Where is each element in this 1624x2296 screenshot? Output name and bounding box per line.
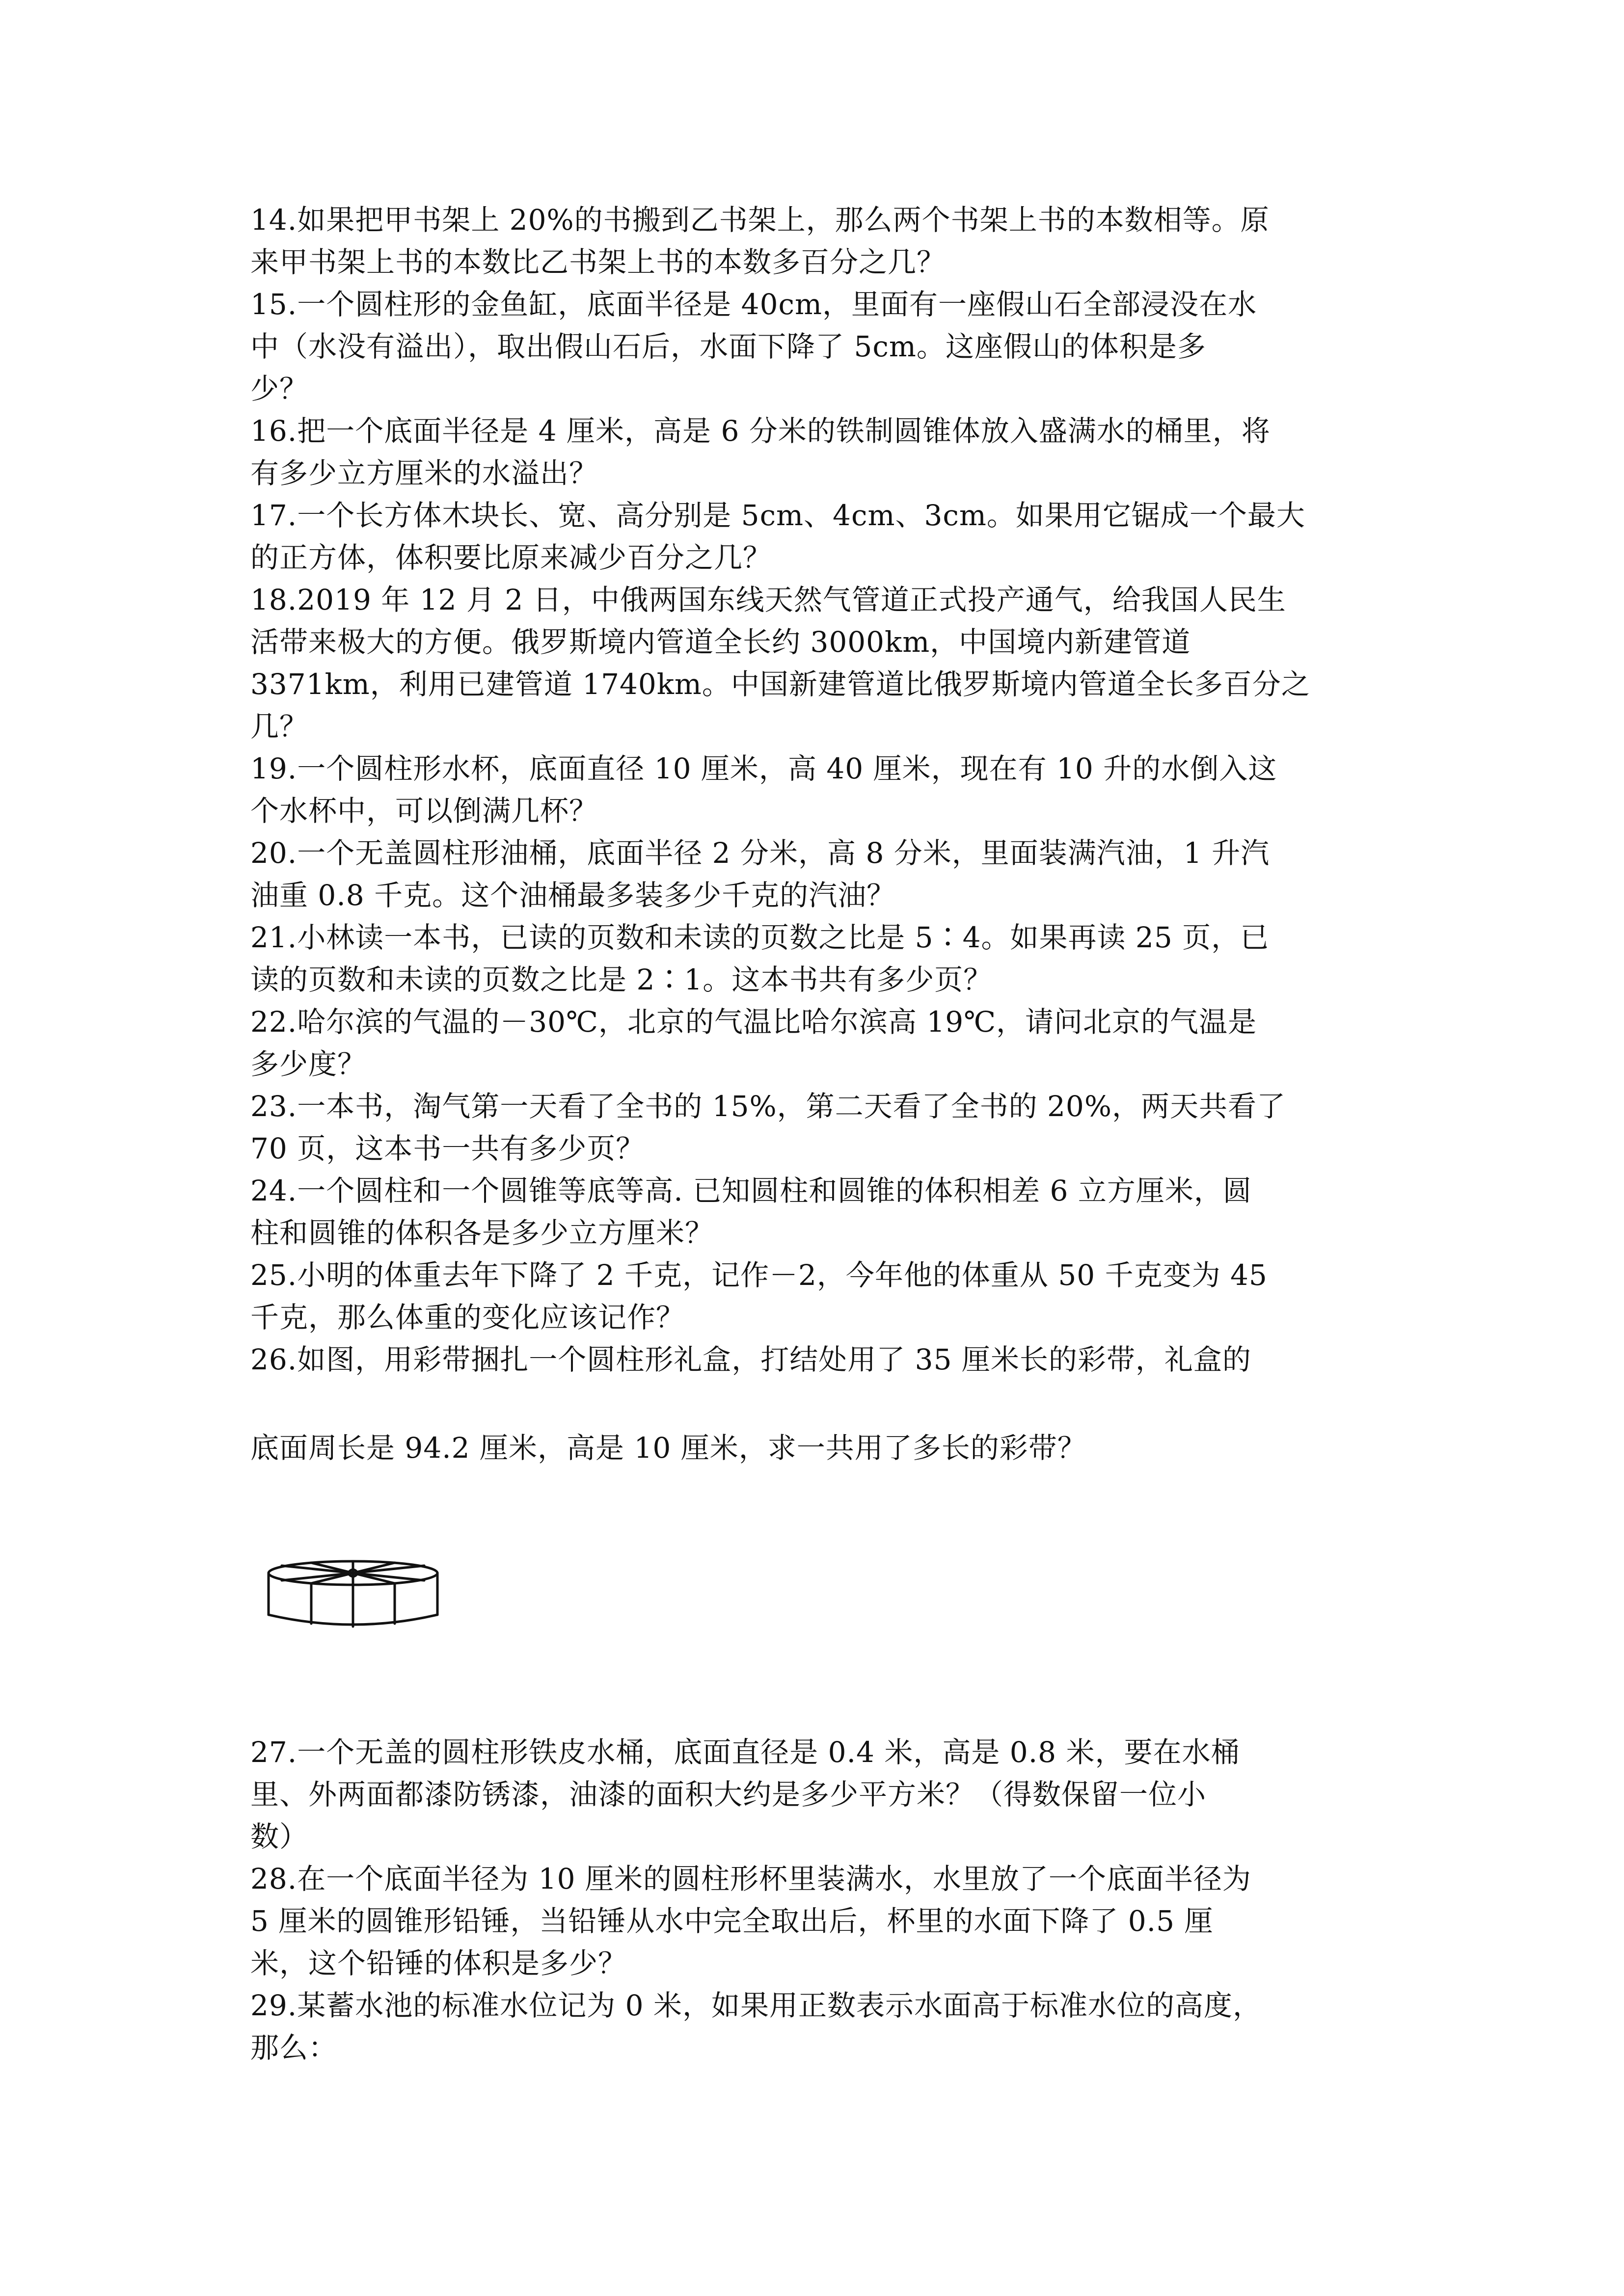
question-24-line-1: 24.一个圆柱和一个圆锥等底等高. 已知圆柱和圆锥的体积相差 6 立方厘米，圆 xyxy=(250,1174,1252,1207)
question-18-line-1: 18.2019 年 12 月 2 日，中俄两国东线天然气管道正式投产通气，给我国人民生 xyxy=(250,583,1286,616)
question-20-line-1: 20.一个无盖圆柱形油桶，底面半径 2 分米，高 8 分米，里面装满汽油，1 升汽 xyxy=(250,836,1270,870)
question-23-line-2: 70 页，这本书一共有多少页？ xyxy=(250,1132,645,1165)
cylinder-gift-box-figure xyxy=(262,1546,444,1634)
question-19-line-2: 个水杯中，可以倒满几杯？ xyxy=(250,794,598,828)
question-23-line-1: 23.一本书，淘气第一天看了全书的 15%，第二天看了全书的 20%，两天共看了 xyxy=(250,1090,1286,1123)
question-14-line-1: 14.如果把甲书架上 20%的书搬到乙书架上，那么两个书架上书的本数相等。原 xyxy=(250,203,1270,237)
question-29-line-2: 那么： xyxy=(250,2031,338,2064)
question-25-line-2: 千克，那么体重的变化应该记作？ xyxy=(250,1301,685,1334)
question-18-line-4: 几？ xyxy=(250,710,309,743)
question-22-line-2: 多少度？ xyxy=(250,1047,367,1081)
question-18-line-2: 活带来极大的方便。俄罗斯境内管道全长约 3000km，中国境内新建管道 xyxy=(250,625,1191,659)
question-27-line-2: 里、外两面都漆防锈漆，油漆的面积大约是多少平方米？（得数保留一位小 xyxy=(250,1778,1207,1811)
question-26-line-1: 26.如图，用彩带捆扎一个圆柱形礼盒，打结处用了 35 厘米长的彩带，礼盒的 xyxy=(250,1343,1251,1376)
question-17-line-2: 的正方体，体积要比原来减少百分之几？ xyxy=(250,541,772,574)
question-27-line-3: 数） xyxy=(250,1820,309,1853)
question-27-line-1: 27.一个无盖的圆柱形铁皮水桶，底面直径是 0.4 米，高是 0.8 米，要在水桶 xyxy=(250,1735,1240,1769)
question-28-line-2: 5 厘米的圆锥形铅锤，当铅锤从水中完全取出后，杯里的水面下降了 0.5 厘 xyxy=(250,1904,1214,1938)
question-25-line-1: 25.小明的体重去年下降了 2 千克，记作－2，今年他的体重从 50 千克变为 45 xyxy=(250,1258,1268,1292)
question-21-line-1: 21.小林读一本书，已读的页数和未读的页数之比是 5∶4。如果再读 25 页，已 xyxy=(250,921,1270,954)
question-16-line-1: 16.把一个底面半径是 4 厘米，高是 6 分米的铁制圆锥体放入盛满水的桶里，将 xyxy=(250,414,1271,448)
question-24-line-2: 柱和圆锥的体积各是多少立方厘米？ xyxy=(250,1216,714,1250)
question-20-line-2: 油重 0.8 千克。这个油桶最多装多少千克的汽油？ xyxy=(250,879,896,912)
question-14-line-2: 来甲书架上书的本数比乙书架上书的本数多百分之几？ xyxy=(250,245,946,279)
question-19-line-1: 19.一个圆柱形水杯，底面直径 10 厘米，高 40 厘米，现在有 10 升的水倒入这 xyxy=(250,752,1277,785)
question-21-line-2: 读的页数和未读的页数之比是 2∶1。这本书共有多少页？ xyxy=(250,963,993,996)
question-29-line-1: 29.某蓄水池的标准水位记为 0 米，如果用正数表示水面高于标准水位的高度， xyxy=(250,1989,1262,2022)
question-26-line-2: 底面周长是 94.2 厘米，高是 10 厘米，求一共用了多长的彩带？ xyxy=(250,1431,1086,1465)
question-22-line-1: 22.哈尔滨的气温的－30℃，北京的气温比哈尔滨高 19℃，请问北京的气温是 xyxy=(250,1005,1257,1039)
question-16-line-2: 有多少立方厘米的水溢出？ xyxy=(250,456,598,490)
question-15-line-1: 15.一个圆柱形的金鱼缸，底面半径是 40cm，里面有一座假山石全部浸没在水 xyxy=(250,288,1257,321)
question-18-line-3: 3371km，利用已建管道 1740km。中国新建管道比俄罗斯境内管道全长多百分之 xyxy=(250,667,1310,701)
question-15-line-2: 中（水没有溢出），取出假山石后，水面下降了 5cm。这座假山的体积是多 xyxy=(250,330,1206,363)
question-28-line-3: 米，这个铅锤的体积是多少？ xyxy=(250,1947,627,1980)
question-17-line-1: 17.一个长方体木块长、宽、高分别是 5cm、4cm、3cm。如果用它锯成一个最大 xyxy=(250,499,1305,532)
question-28-line-1: 28.在一个底面半径为 10 厘米的圆柱形杯里装满水，水里放了一个底面半径为 xyxy=(250,1862,1251,1896)
question-15-line-3: 少？ xyxy=(250,372,309,405)
